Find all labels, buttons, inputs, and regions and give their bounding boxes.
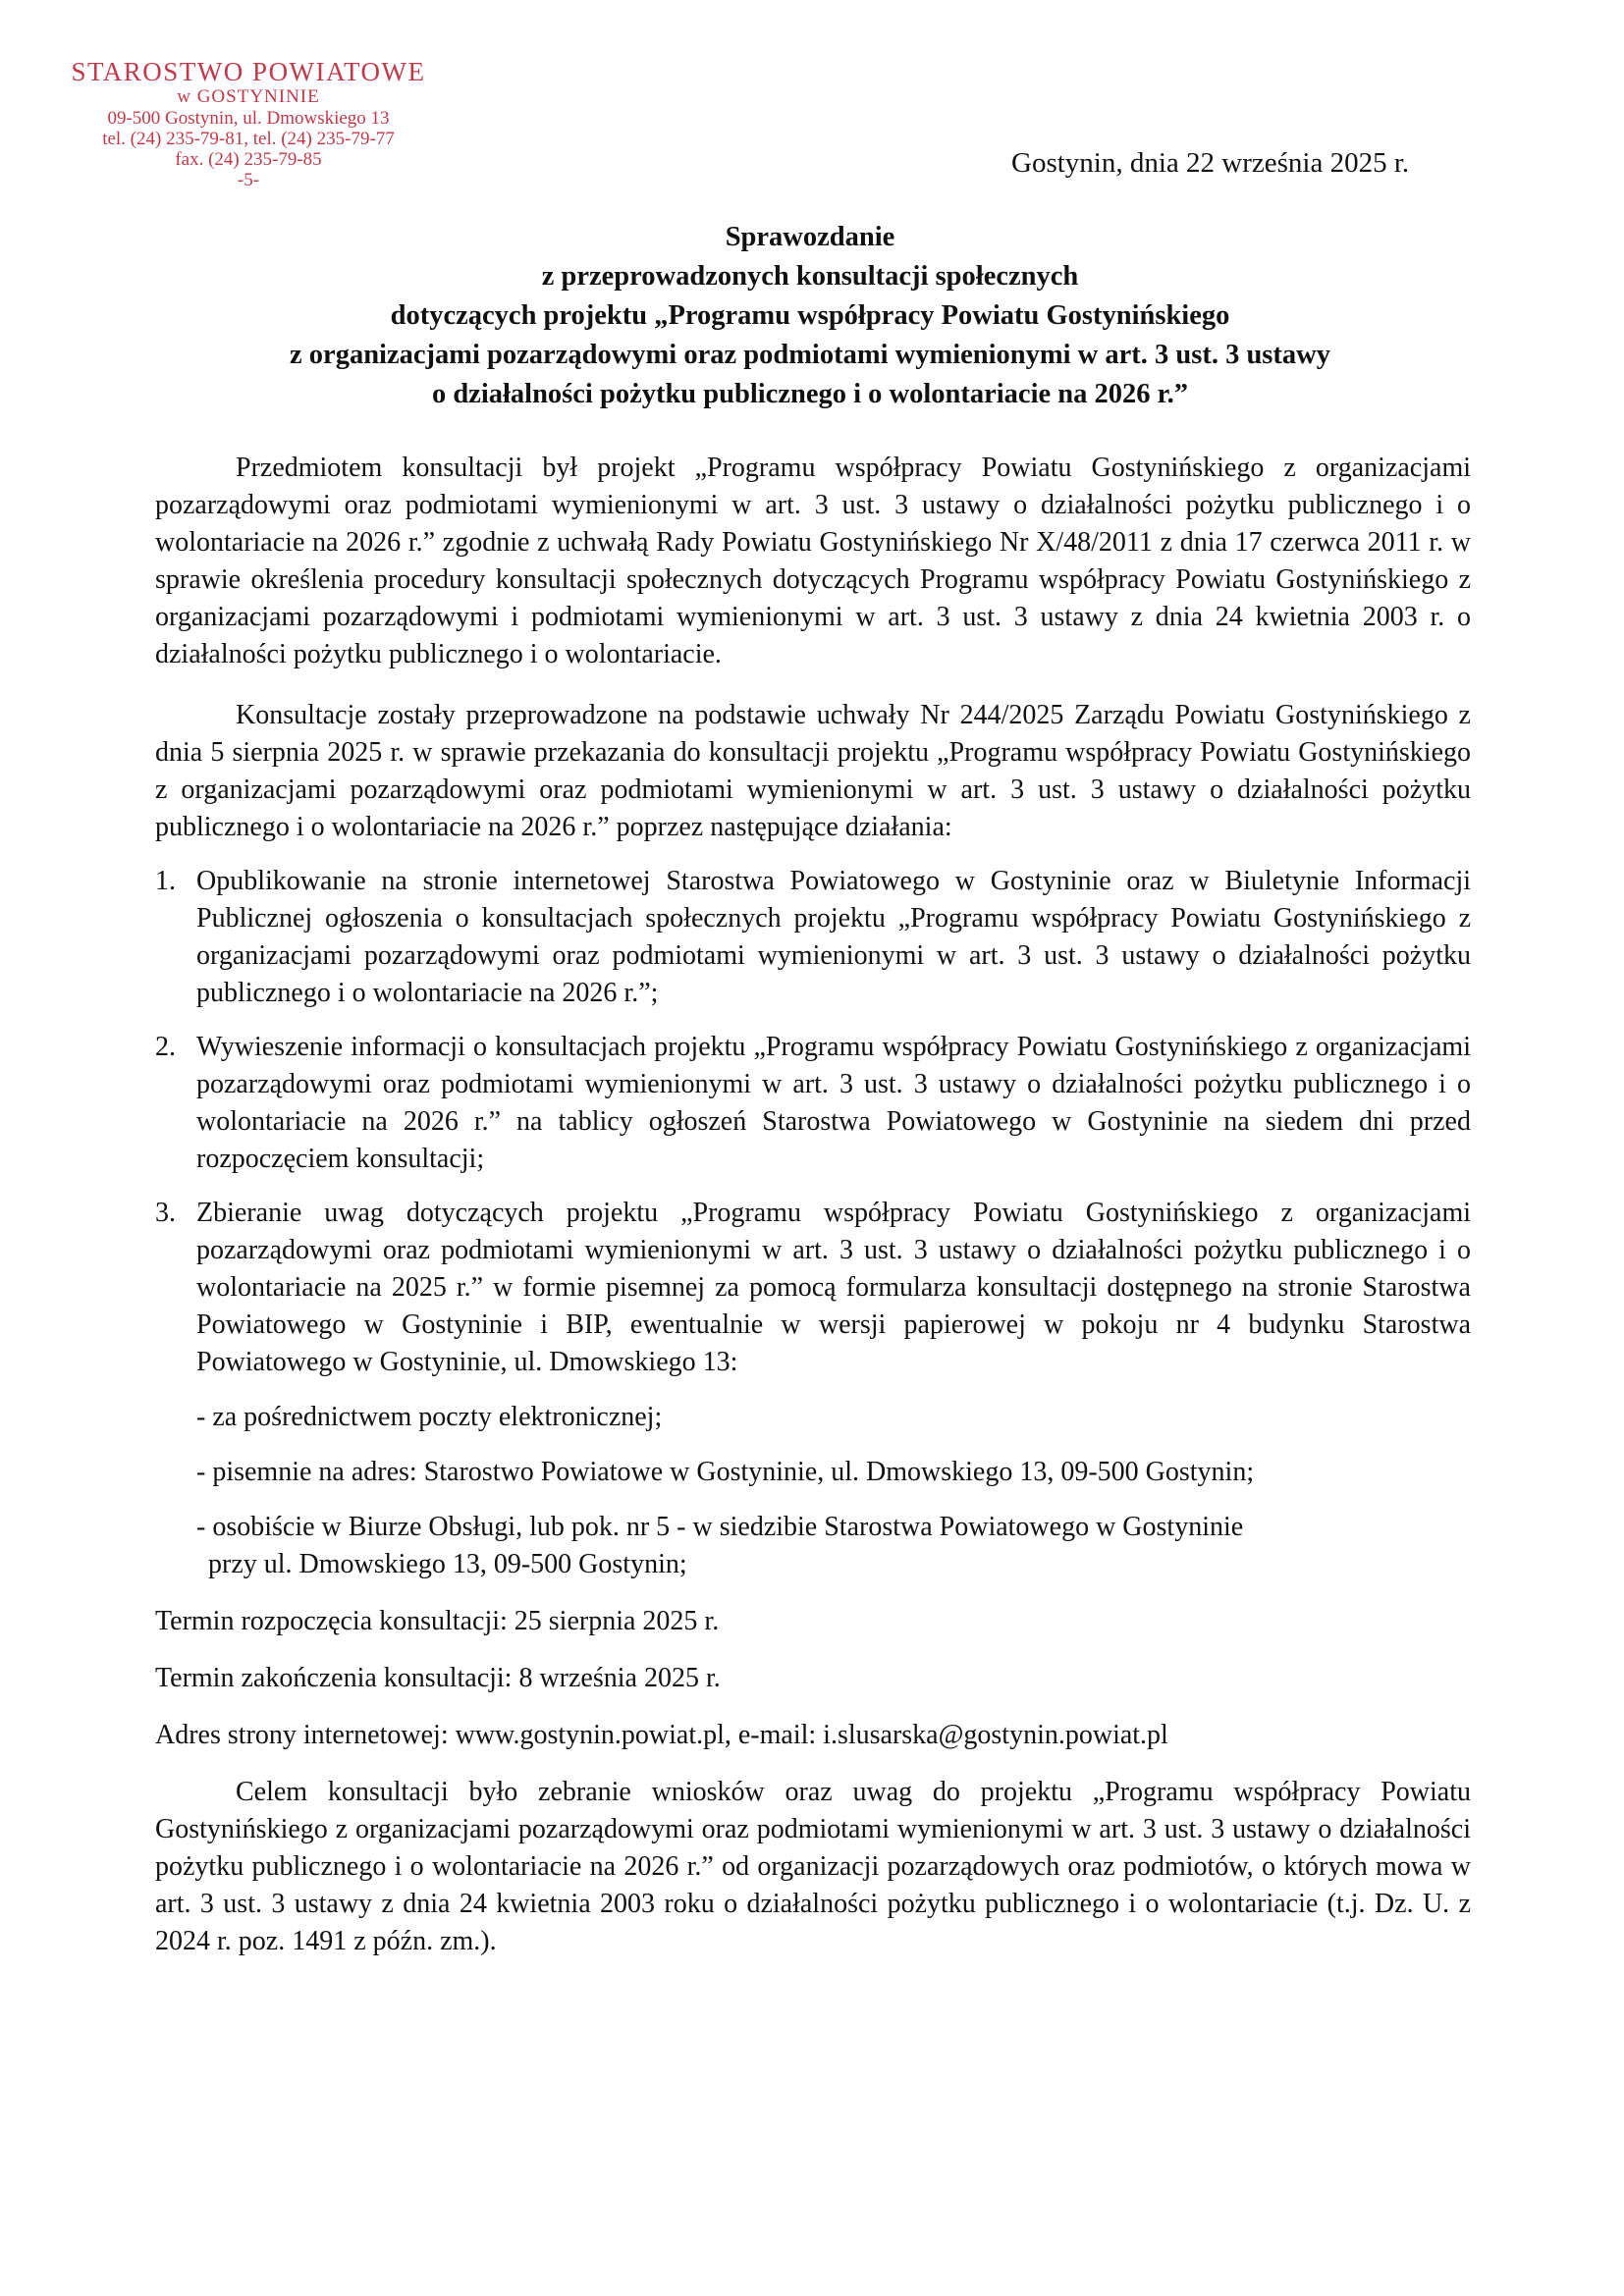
paragraph-subject: Przedmiotem konsultacji był projekt „Programu współpracy Powiatu Gostynińskiego z organizacjami pozarządowymi oraz podmiotami wymienionymi w art. 3 ust. 3 ustawy o działalności pożytku publicznego i o wolontariacie na 2026 r.” zgodnie z uchwałą Rady Powiatu Gostynińskiego Nr X/48/2011 z dnia 17 czerwca 2011 r. w sprawie określenia procedury konsultacji społecznych dotyczących Programu współpracy Powiatu Gostynińskiego z organizacjami pozarządowymi i podmiotami wymienionymi w art. 3 ust. 3 ustawy z dnia 24 kwietnia 2003 r. o działalności pożytku publicznego i o wolontariacie. [155, 453, 1471, 669]
actions-list [155, 863, 1471, 1381]
document-title [147, 218, 1473, 414]
method-in-person [155, 1509, 1471, 1583]
list-item-text: Zbieranie uwag dotyczących projektu „Programu współpracy Powiatu Gostynińskiego z organizacjami pozarządowymi oraz podmiotami wymienionymi w art. 3 ust. 3 ustawy o działalności pożytku publicznego i o wolontariacie na 2025 r.” w formie pisemnej za pomocą formularza konsultacji dostępnego na stronie Starostwa Powiatowego w Gostyninie i BIP, ewentualnie w wersji papierowej w pokoju nr 4 budynku Starostwa Powiatowego w Gostyninie, ul. Dmowskiego 13: [196, 1198, 1471, 1377]
stamp-title: STAROSTWO POWIATOWE [71, 57, 426, 86]
list-item-number: 2. [155, 1032, 176, 1062]
list-item [155, 863, 1471, 1012]
method-email: - za pośrednictwem poczty elektronicznej; [196, 1402, 663, 1432]
term-end: Termin zakończenia konsultacji: 8 września 2025 r. [155, 1663, 721, 1693]
stamp-phones: tel. (24) 235-79-81, tel. (24) 235-79-77 [102, 128, 395, 149]
method-in-person-line: przy ul. Dmowskiego 13, 09-500 Gostynin; [208, 1549, 687, 1579]
list-item-number: 3. [155, 1198, 176, 1228]
title-line: z przeprowadzonych konsultacji społecznych [541, 261, 1079, 292]
list-item-text: Wywieszenie informacji o konsultacjach projektu „Programu współpracy Powiatu Gostynińskiego z organizacjami pozarządowymi oraz podmiotami wymienionymi w art. 3 ust. 3 ustawy o działalności pożytku publicznego i o wolontariacie na 2026 r.” na tablicy ogłoszeń Starostwa Powiatowego w Gostyninie na siedem dni przed rozpoczęciem konsultacji; [196, 1032, 1471, 1174]
list-item-number: 1. [155, 866, 176, 896]
method-in-person-line: - osobiście w Biurze Obsługi, lub pok. nr 5 - w siedzibie Starostwa Powiatowego w Gostyninie [196, 1512, 1244, 1542]
list-item [155, 1195, 1471, 1381]
contact-info: Adres strony internetowej: www.gostynin.powiat.pl, e-mail: i.slusarska@gostynin.powiat.pl [155, 1720, 1168, 1750]
list-item [155, 1029, 1471, 1178]
title-line: o działalności pożytku publicznego i o wolontariacie na 2026 r.” [431, 379, 1189, 409]
stamp-address: 09-500 Gostynin, ul. Dmowskiego 13 [107, 107, 390, 129]
paragraph-basis: Konsultacje zostały przeprowadzone na podstawie uchwały Nr 244/2025 Zarządu Powiatu Gostynińskiego z dnia 5 sierpnia 2025 r. w sprawie przekazania do konsultacji projektu „Programu współpracy Powiatu Gostynińskiego z organizacjami pozarządowymi oraz podmiotami wymienionymi w art. 3 ust. 3 ustawy o działalności pożytku publicznego i o wolontariacie na 2026 r.” poprzez następujące działania: [155, 700, 1471, 842]
office-stamp [67, 57, 430, 191]
date-line: Gostynin, dnia 22 września 2025 r. [1011, 147, 1410, 179]
paragraph-purpose: Celem konsultacji było zebranie wniosków oraz uwag do projektu „Programu współpracy Powiatu Gostynińskiego z organizacjami pozarządowymi oraz podmiotami wymienionymi w art. 3 ust. 3 ustawy o działalności pożytku publicznego i o wolontariacie na 2026 r.” od organizacji pozarządowych oraz podmiotów, o których mowa w art. 3 ust. 3 ustawy z dnia 24 kwietnia 2003 roku o działalności pożytku publicznego i o wolontariacie (t.j. Dz. U. z 2024 r. poz. 1491 z późn. zm.). [155, 1777, 1471, 1956]
stamp-subtitle: w GOSTYNINIE [177, 86, 320, 108]
stamp-number: -5- [237, 170, 260, 191]
document-body [155, 450, 1471, 1960]
term-start: Termin rozpoczęcia konsultacji: 25 sierpnia 2025 r. [155, 1606, 720, 1636]
title-line: z organizacjami pozarządowymi oraz podmiotami wymienionymi w art. 3 ust. 3 ustawy [290, 340, 1330, 370]
title-line: Sprawozdanie [725, 222, 895, 252]
title-line: dotyczących projektu „Programu współpracy Powiatu Gostynińskiego [390, 300, 1230, 331]
stamp-fax: fax. (24) 235-79-85 [175, 149, 322, 171]
list-item-text: Opublikowanie na stronie internetowej Starostwa Powiatowego w Gostyninie oraz w Biuletynie Informacji Publicznej ogłoszenia o konsultacjach społecznych projektu „Programu współpracy Powiatu Gostynińskiego z organizacjami pozarządowymi oraz podmiotami wymienionymi w art. 3 ust. 3 ustawy o działalności pożytku publicznego i o wolontariacie na 2026 r.”; [196, 866, 1471, 1008]
method-post: - pisemnie na adres: Starostwo Powiatowe w Gostyninie, ul. Dmowskiego 13, 09-500 Gostynin; [196, 1457, 1255, 1487]
